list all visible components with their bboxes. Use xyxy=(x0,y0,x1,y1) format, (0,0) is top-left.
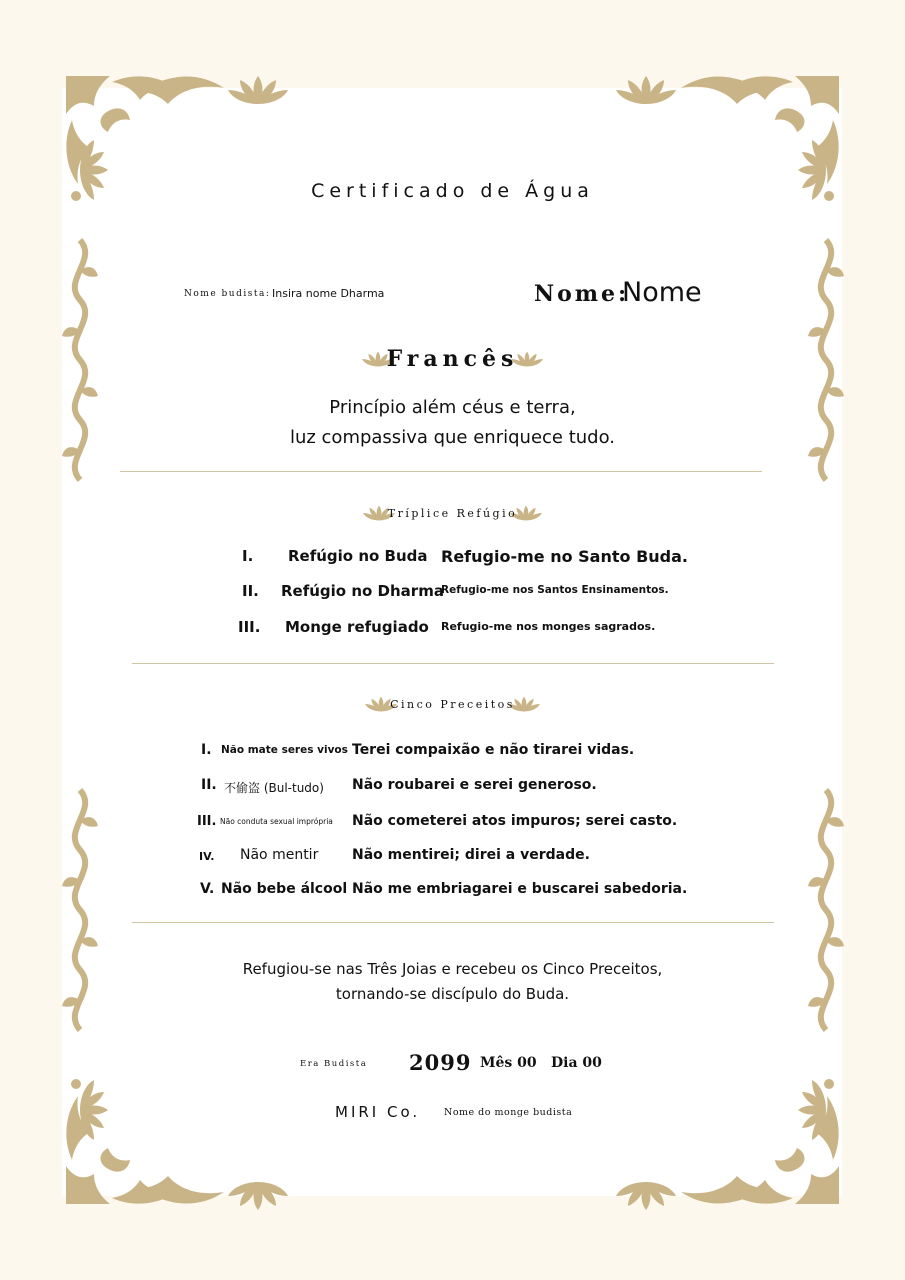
precept-num: V. xyxy=(200,881,215,897)
precept-desc: Terei compaixão e não tirarei vidas. xyxy=(352,742,635,758)
refuge-heading-row xyxy=(0,502,905,524)
precept-name: Não conduta sexual imprópria xyxy=(220,817,333,826)
closing-line-1: Refugiou-se nas Três Joias e recebeu os Cinco Preceitos, xyxy=(242,960,663,978)
divider xyxy=(132,663,774,664)
refuge-name: Refúgio no Dharma xyxy=(281,582,444,600)
precepts-heading: Cinco Preceitos xyxy=(390,697,515,711)
buddhist-name-value: Insira nome Dharma xyxy=(272,287,385,300)
precept-desc: Não roubarei e serei generoso. xyxy=(352,777,597,793)
refuge-name: Refúgio no Buda xyxy=(288,547,428,565)
section-heading-row xyxy=(0,346,905,372)
closing-line-2: tornando-se discípulo do Buda. xyxy=(335,985,570,1003)
day: Dia 00 xyxy=(551,1055,602,1071)
precept-name: 不偷盗 (Bul-tudo) xyxy=(224,781,324,795)
precept-name: Não bebe álcool xyxy=(221,881,348,897)
divider xyxy=(120,471,762,472)
org-name: MIRI Co. xyxy=(335,1103,421,1121)
refuge-desc: Refugio-me nos Santos Ensinamentos. xyxy=(441,584,669,596)
precept-num: I. xyxy=(201,742,212,758)
refuge-num: III. xyxy=(238,618,261,636)
verse-line-1: Princípio além céus e terra, xyxy=(329,397,576,418)
month: Mês 00 xyxy=(480,1055,537,1071)
precept-name: Não mentir xyxy=(240,847,319,863)
refuge-heading: Tríplice Refúgio xyxy=(387,506,518,520)
precept-desc: Não me embriagarei e buscarei sabedoria. xyxy=(352,881,688,897)
refuge-desc: Refugio-me nos monges sagrados. xyxy=(441,620,656,633)
precept-desc: Não cometerei atos impuros; serei casto. xyxy=(352,813,678,829)
buddhist-name-label: Nome budista: xyxy=(184,289,271,299)
certificate-title: Certificado de Água xyxy=(311,180,594,202)
monk-name-label: Nome do monge budista xyxy=(444,1107,573,1118)
precept-num: II. xyxy=(201,777,217,793)
refuge-desc: Refugio-me no Santo Buda. xyxy=(441,547,688,566)
refuge-name: Monge refugiado xyxy=(285,618,429,636)
precepts-heading-row xyxy=(0,693,905,715)
era-label: Era Budista xyxy=(300,1059,368,1069)
name-value: Nome xyxy=(622,277,702,308)
precept-num: IV. xyxy=(199,850,215,863)
section-heading: Francês xyxy=(386,346,519,372)
verse-line-2: luz compassiva que enriquece tudo. xyxy=(289,427,616,448)
precept-name: Não mate seres vivos xyxy=(221,744,348,756)
precept-desc: Não mentirei; direi a verdade. xyxy=(352,847,590,863)
precept-num: III. xyxy=(197,814,217,829)
divider xyxy=(132,922,774,923)
refuge-num: II. xyxy=(242,582,259,600)
year: 2099 xyxy=(409,1050,472,1075)
name-label: Nome: xyxy=(534,281,630,307)
refuge-num: I. xyxy=(242,547,254,565)
